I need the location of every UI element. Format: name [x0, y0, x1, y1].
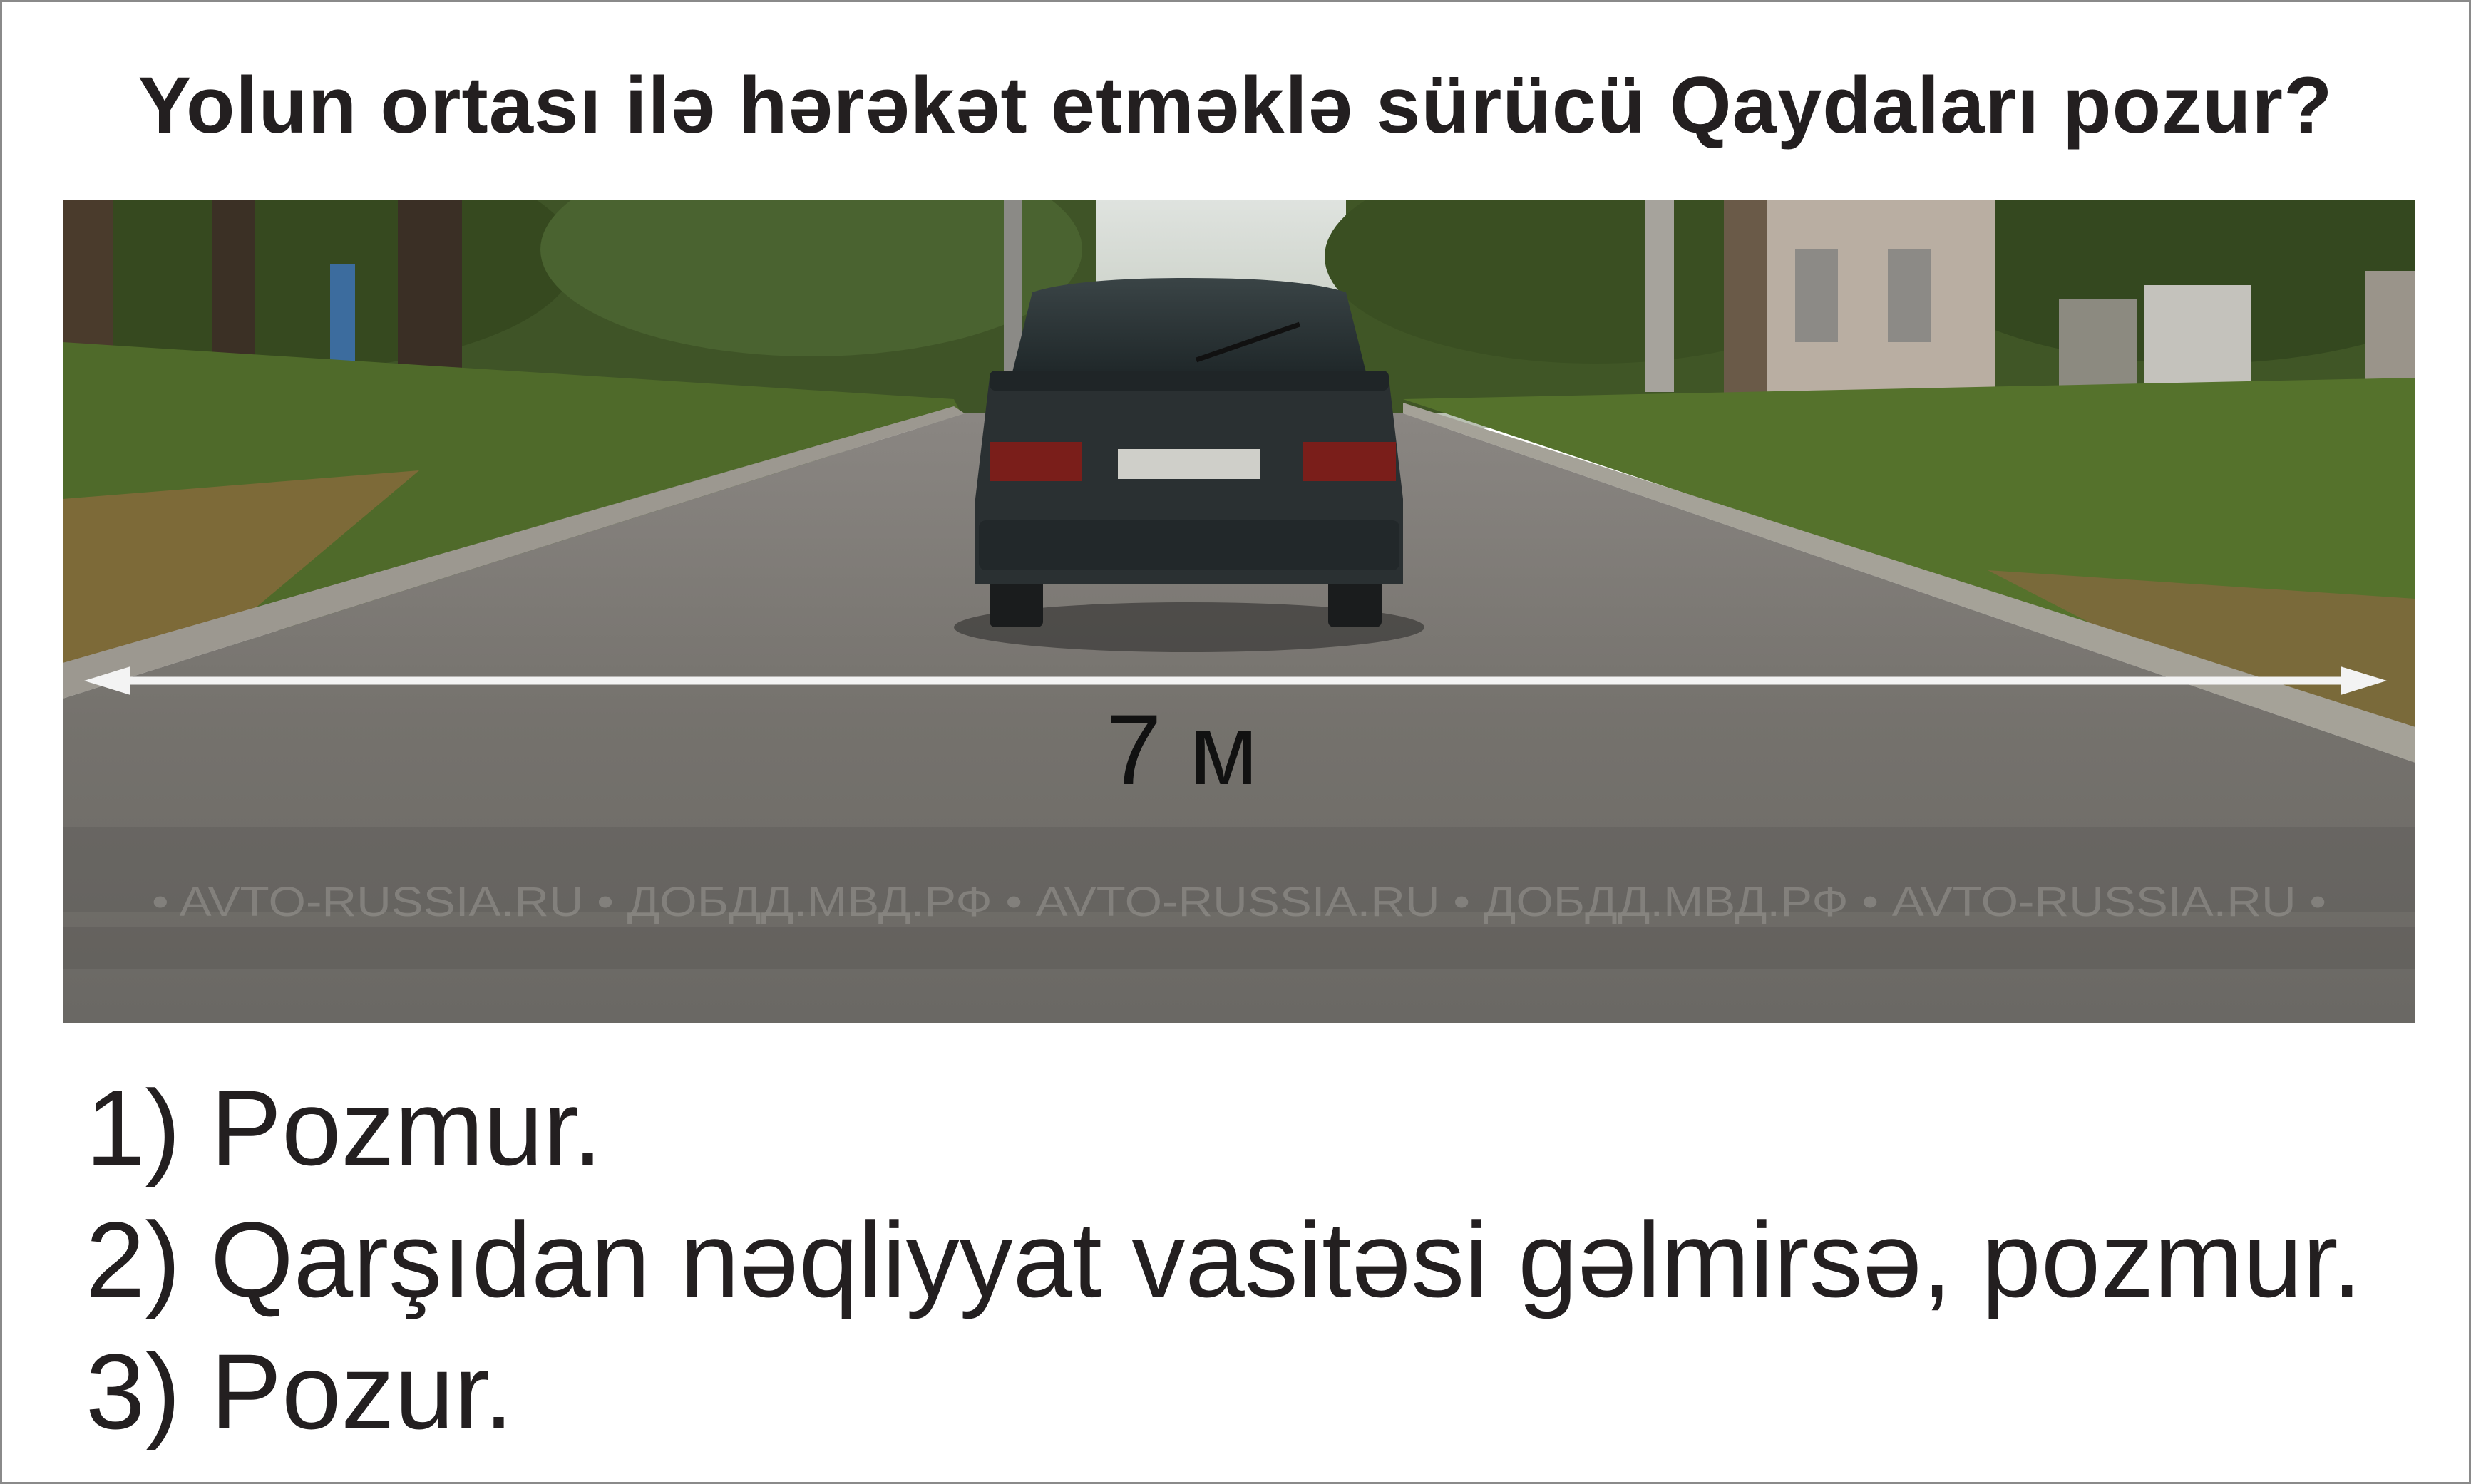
- question-title: Yolun ortası ilə hərəkət etməklə sürücü Qaydaları pozur?: [138, 61, 2333, 150]
- tree-trunk: [1724, 200, 1767, 399]
- road-photo: [63, 200, 2415, 1023]
- answer-option-2[interactable]: 2) Qarşıdan nəqliyyat vasitəsi gəlmirsə, pozmur.: [86, 1200, 2362, 1319]
- car-bumper: [979, 520, 1399, 570]
- answer-list: [86, 1062, 2438, 1458]
- license-plate: [1118, 449, 1260, 479]
- car-spoiler: [990, 371, 1389, 391]
- building-window: [1888, 249, 1931, 342]
- road-shadow: [63, 927, 2415, 969]
- car-taillight-left: [990, 442, 1082, 481]
- distance-label: 7 м: [1106, 694, 1258, 805]
- car-taillight-right: [1303, 442, 1396, 481]
- watermark: • AVTO-RUSSIA.RU • ДОБДД.МВД.РФ • AVTO-RUSSIA.RU • ДОБДД.МВД.РФ • AVTO-RUSSIA.RU •: [152, 879, 2327, 925]
- building-window: [1795, 249, 1838, 342]
- road-scene-illustration: [63, 200, 2415, 1023]
- building: [1760, 200, 1995, 392]
- car-roof-window: [1011, 278, 1367, 378]
- answer-option-1[interactable]: 1) Pozmur.: [86, 1068, 603, 1187]
- answer-option-3[interactable]: 3) Pozur.: [86, 1331, 514, 1451]
- tree-trunk: [1645, 200, 1674, 392]
